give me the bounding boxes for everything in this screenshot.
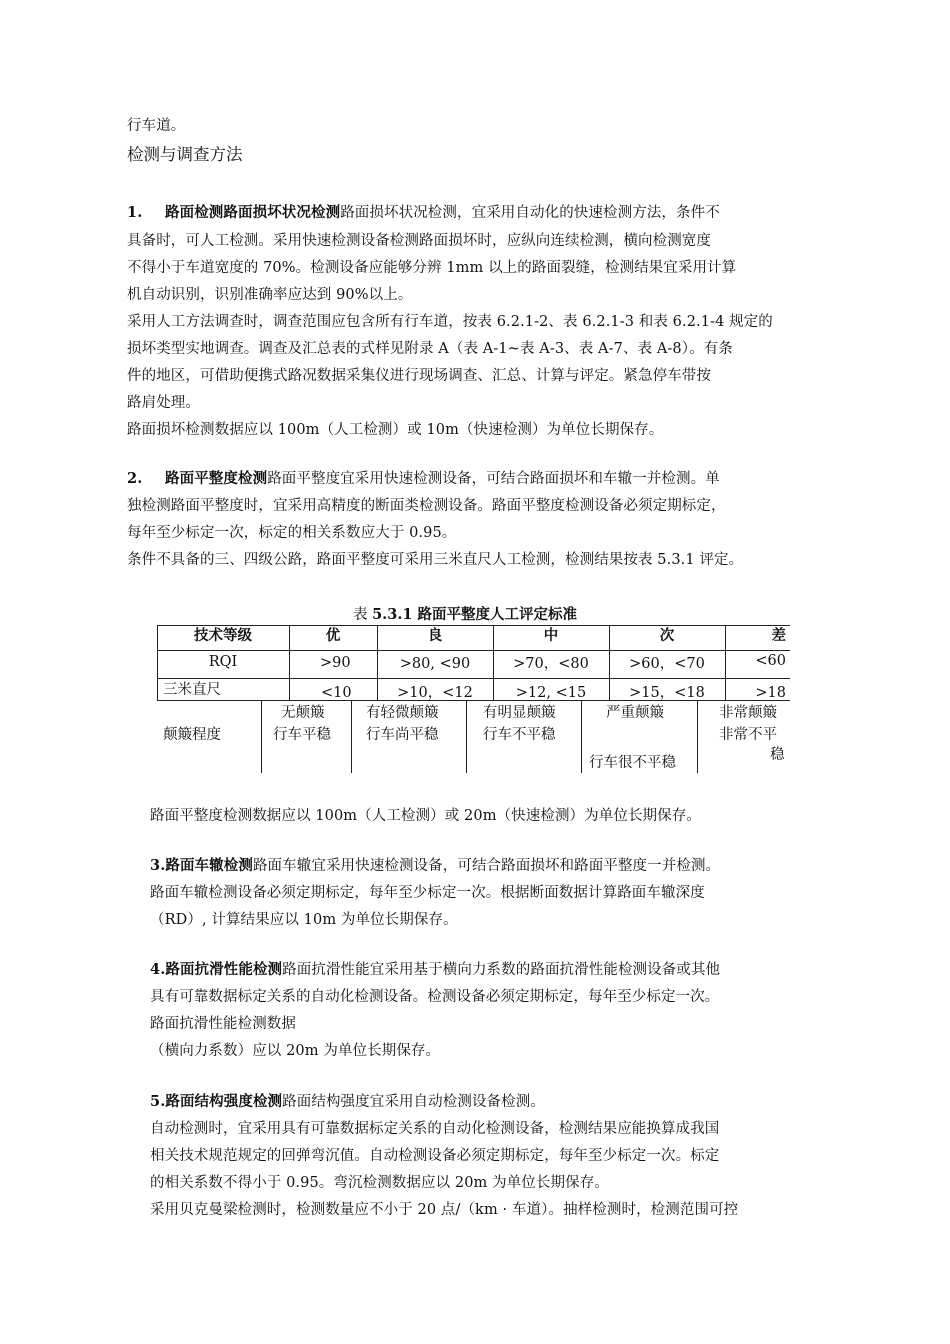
s4-line: 路面抗滑性能宜采用基于横向力系数的路面抗滑性能检测设备或其他 xyxy=(282,962,721,978)
s5-line: 相关技术规范规定的回弹弯沉值。自动检测设备必须定期标定，每年至少标定一次。标定 xyxy=(150,1148,720,1164)
table-cell: 有明显颠簸 xyxy=(483,705,556,721)
s5-number: 5. xyxy=(150,1093,166,1110)
s2-first-line xyxy=(127,469,720,489)
table-header-cell: 技术等级 xyxy=(194,628,252,644)
table-cell: 非常不平 xyxy=(719,727,777,743)
table-rule xyxy=(157,678,790,679)
s5-title: 路面结构强度检测 xyxy=(165,1093,283,1110)
s2-line: 每年至少标定一次，标定的相关系数应大于 0.95。 xyxy=(127,525,457,541)
table-cell: 非常颠簸 xyxy=(719,705,777,721)
table-cell: 行车平稳 xyxy=(273,727,331,743)
table-cell: <10 xyxy=(321,685,352,701)
s2-title: 路面平整度检测 xyxy=(165,470,268,487)
s4-number: 4. xyxy=(150,961,166,978)
table-caption-title: 5.3.1 路面平整度人工评定标准 xyxy=(372,606,578,623)
s2-line: 路面平整度宜采用快速检测设备，可结合路面损坏和车辙一并检测。单 xyxy=(267,471,720,487)
table-header-cell: 差 xyxy=(771,628,786,644)
table-cell: >80, <90 xyxy=(399,656,471,672)
s1-line: 损坏类型实地调查。调查及汇总表的式样见附录 A（表 A-1~表 A-3、表 A-7、表 A-8）。有条 xyxy=(127,341,733,357)
table-rule xyxy=(157,650,790,651)
table-cell: 行车很不平稳 xyxy=(589,755,676,771)
table-cell: 三米直尺 xyxy=(163,682,221,698)
table-caption xyxy=(0,605,930,625)
table-rule xyxy=(351,700,352,773)
table-cell: 行车尚平稳 xyxy=(366,727,439,743)
table-cell: >90 xyxy=(320,655,351,671)
s1-line: 不得小于车道宽度的 70%。检测设备应能够分辨 1mm 以上的路面裂缝，检测结果宜采用计算 xyxy=(127,260,737,276)
s1-first-line xyxy=(127,203,720,223)
s5-line: 采用贝克曼梁检测时，检测数量应不小于 20 点/（km · 车道）。抽样检测时，检测范围可控 xyxy=(150,1202,739,1218)
table-header-cell: 优 xyxy=(325,628,341,644)
s1-line: 路肩处理。 xyxy=(127,395,200,411)
table-cell: >10，<12 xyxy=(397,685,473,701)
table-rule xyxy=(466,700,467,773)
s2-tail-text: 路面平整度检测数据应以 100m（人工检测）或 20m（快速检测）为单位长期保存。 xyxy=(150,808,701,824)
table-cell: >60，<70 xyxy=(629,656,705,672)
s1-line: 路面损坏检测数据应以 100m（人工检测）或 10m（快速检测）为单位长期保存。 xyxy=(127,422,664,438)
table-rule xyxy=(261,700,262,773)
s2-number: 2. xyxy=(127,470,143,487)
s5-line: 路面结构强度宜采用自动检测设备检测。 xyxy=(282,1094,545,1110)
table-header-cell: 中 xyxy=(543,628,559,644)
table-cell: RQI xyxy=(208,654,238,670)
table-cell: >12, <15 xyxy=(515,685,587,701)
table-header-cell: 良 xyxy=(427,628,443,644)
table-cell: 严重颠簸 xyxy=(606,705,664,721)
s5-first-line xyxy=(150,1092,545,1112)
s4-line: 路面抗滑性能检测数据 xyxy=(150,1016,296,1032)
table-cell: 颠簸程度 xyxy=(163,727,221,743)
s5-line: 自动检测时，宜采用具有可靠数据标定关系的自动化检测设备，检测结果应能换算成我国 xyxy=(150,1121,720,1137)
s1-line: 具备时，可人工检测。采用快速检测设备检测路面损坏时，应纵向连续检测，横向检测宽度 xyxy=(127,233,711,249)
table-cell: 行车不平稳 xyxy=(483,727,556,743)
table-caption-prefix: 表 xyxy=(352,607,373,623)
s1-line: 路面损坏状况检测，宜采用自动化的快速检测方法，条件不 xyxy=(340,205,720,221)
s3-number: 3. xyxy=(150,857,166,874)
s4-line: 具有可靠数据标定关系的自动化检测设备。检测设备必须定期标定，每年至少标定一次。 xyxy=(150,989,720,1005)
s4-title: 路面抗滑性能检测 xyxy=(165,961,283,978)
table-cell: 无颠簸 xyxy=(281,705,325,721)
s3-line: 路面车辙宜采用快速检测设备，可结合路面损坏和路面平整度一并检测。 xyxy=(252,858,721,874)
s3-line: （RD）, 计算结果应以 10m 为单位长期保存。 xyxy=(150,912,458,928)
table-rule xyxy=(581,700,582,773)
table-cell: >70，<80 xyxy=(513,656,589,672)
s1-title: 路面检测路面损坏状况检测 xyxy=(165,204,341,221)
table-cell: 稳 xyxy=(770,747,785,763)
s4-first-line xyxy=(150,960,720,980)
table-cell: 有轻微颠簸 xyxy=(366,705,439,721)
s1-line: 采用人工方法调查时，调查范围应包含所有行车道，按表 6.2.1-2、表 6.2.1-3 和表 6.2.1-4 规定的 xyxy=(127,314,773,330)
s1-line: 机自动识别，识别准确率应达到 90%以上。 xyxy=(127,287,413,303)
s1-number: 1. xyxy=(127,204,143,221)
s4-line: （横向力系数）应以 20m 为单位长期保存。 xyxy=(150,1043,441,1059)
section-heading: 检测与调查方法 xyxy=(127,145,243,164)
table-header-cell: 次 xyxy=(659,628,675,644)
table-cell: >18 xyxy=(755,685,786,701)
s2-line: 条件不具备的三、四级公路，路面平整度可采用三米直尺人工检测，检测结果按表 5.3.1 评定。 xyxy=(127,552,744,568)
s5-line: 的相关系数不得小于 0.95。弯沉检测数据应以 20m 为单位长期保存。 xyxy=(150,1175,609,1191)
intro-tail-text: 行车道。 xyxy=(127,118,186,134)
table-rule xyxy=(697,700,698,773)
s3-line: 路面车辙检测设备必须定期标定，每年至少标定一次。根据断面数据计算路面车辙深度 xyxy=(150,885,705,901)
s3-title: 路面车辙检测 xyxy=(165,857,253,874)
table-cell: >15，<18 xyxy=(629,685,705,701)
s1-line: 件的地区，可借助便携式路况数据采集仪进行现场调查、汇总、计算与评定。紧急停车带按 xyxy=(127,368,711,384)
s2-line: 独检测路面平整度时，宜采用高精度的断面类检测设备。路面平整度检测设备必须定期标定， xyxy=(127,498,726,514)
s3-first-line xyxy=(150,856,720,876)
table-cell: <60 xyxy=(755,653,786,669)
